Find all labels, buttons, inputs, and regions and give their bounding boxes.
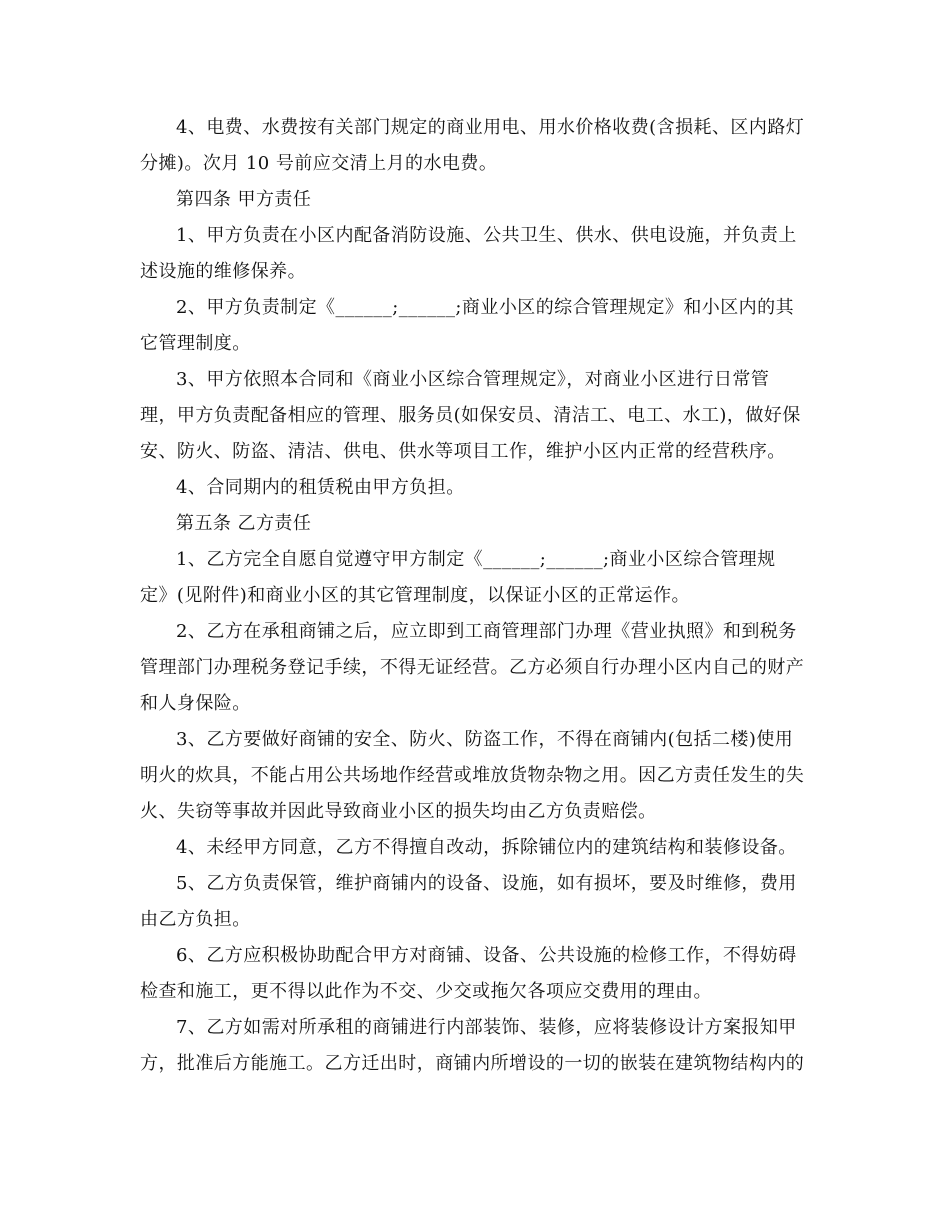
paragraph-line: 7、乙方如需对所承租的商铺进行内部装饰、装修，应将装修设计方案报知甲 <box>176 1017 797 1038</box>
paragraph-line: 方，批准后方能施工。乙方迁出时，商铺内所增设的一切的嵌装在建筑物结构内的 <box>140 1053 805 1074</box>
paragraph-line: 2、甲方负责制定《______;______;商业小区的综合管理规定》和小区内的其 <box>176 297 795 318</box>
paragraph-line: 它管理制度。 <box>140 333 251 354</box>
paragraph-line: 3、甲方依照本合同和《商业小区综合管理规定》，对商业小区进行日常管 <box>176 369 770 390</box>
paragraph-line: 定》(见附件)和商业小区的其它管理制度，以保证小区的正常运作。 <box>140 585 690 606</box>
paragraph-line: 5、乙方负责保管，维护商铺内的设备、设施，如有损坏，要及时维修，费用 <box>176 873 797 894</box>
paragraph-line: 由乙方负担。 <box>140 909 251 930</box>
paragraph-line: 安、防火、防盗、清洁、供电、供水等项目工作，维护小区内正常的经营秩序。 <box>140 441 786 462</box>
document-body <box>140 110 812 1082</box>
paragraph-line: 分摊)。次月 10 号前应交清上月的水电费。 <box>140 153 498 174</box>
paragraph-line: 2、乙方在承租商铺之后，应立即到工商管理部门办理《营业执照》和到税务 <box>176 621 797 642</box>
paragraph-line: 4、电费、水费按有关部门规定的商业用电、用水价格收费(含损耗、区内路灯 <box>176 117 805 138</box>
paragraph-line: 火、失窃等事故并因此导致商业小区的损失均由乙方负责赔偿。 <box>140 801 657 822</box>
paragraph-line: 述设施的维修保养。 <box>140 261 307 282</box>
section-heading: 第四条 甲方责任 <box>176 189 312 210</box>
paragraph-line: 明火的炊具，不能占用公共场地作经营或堆放货物杂物之用。因乙方责任发生的失 <box>140 765 805 786</box>
paragraph-line: 1、乙方完全自愿自觉遵守甲方制定《______;______;商业小区综合管理规 <box>176 549 776 570</box>
paragraph-line: 4、合同期内的租赁税由甲方负担。 <box>176 477 465 498</box>
paragraph-line: 检查和施工，更不得以此作为不交、少交或拖欠各项应交费用的理由。 <box>140 981 712 1002</box>
paragraph-line: 理，甲方负责配备相应的管理、服务员(如保安员、清洁工、电工、水工)，做好保 <box>140 405 801 426</box>
paragraph-line: 1、甲方负责在小区内配备消防设施、公共卫生、供水、供电设施，并负责上 <box>176 225 797 246</box>
section-heading: 第五条 乙方责任 <box>176 513 312 534</box>
paragraph-line: 6、乙方应积极协助配合甲方对商铺、设备、公共设施的检修工作，不得妨碍 <box>176 945 797 966</box>
paragraph-line: 和人身保险。 <box>140 693 251 714</box>
paragraph-line: 4、未经甲方同意，乙方不得擅自改动，拆除铺位内的建筑结构和装修设备。 <box>176 837 797 858</box>
paragraph-line: 管理部门办理税务登记手续，不得无证经营。乙方必须自行办理小区内自己的财产 <box>140 657 805 678</box>
paragraph-line: 3、乙方要做好商铺的安全、防火、防盗工作，不得在商铺内(包括二楼)使用 <box>176 729 794 750</box>
